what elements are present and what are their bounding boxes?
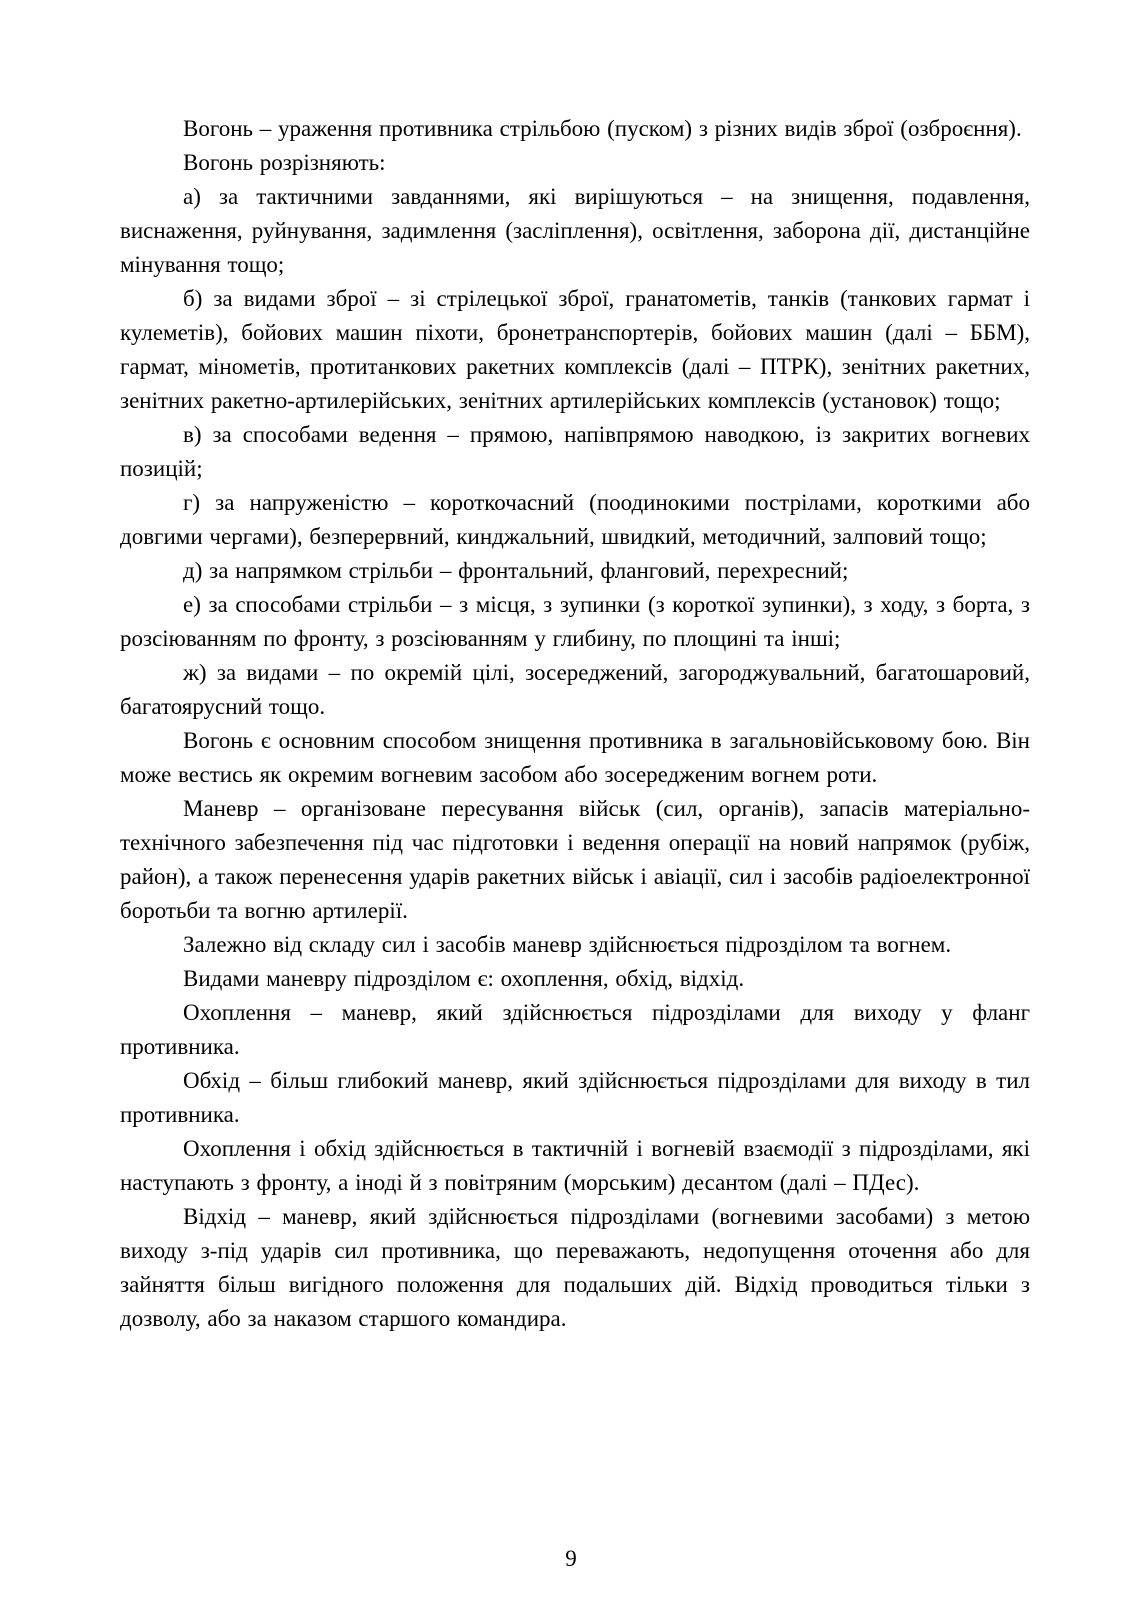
page-body-text <box>120 112 1030 1336</box>
paragraph: в) за способами ведення – прямою, напівпрямою наводкою, із закритих вогневих позицій; <box>120 422 1030 481</box>
paragraph: а) за тактичними завданнями, які вирішуються – на знищення, подавлення, виснаження, руйнування, задимлення (засліплення), освітлення, заборона дії, дистанційне мінування тощо; <box>120 184 1030 277</box>
paragraph: Вогонь є основним способом знищення противника в загальновійськовому бою. Він може вестись як окремим вогневим засобом або зосередженим вогнем роти. <box>120 728 1030 787</box>
paragraph: Залежно від складу сил і засобів маневр здійснюється підрозділом та вогнем. <box>183 932 952 957</box>
paragraph: б) за видами зброї – зі стрілецької зброї, гранатометів, танків (танкових гармат і кулеметів), бойових машин піхоти, бронетранспортерів, бойових машин (далі – ББМ), гармат, мінометів, протитанкових ракетних комплексів (далі – ПТРК), зенітних ракетних, зенітних ракетно-артилерійських, зенітних артилерійських комплексів (установок) тощо; <box>120 286 1030 413</box>
page-number: 9 <box>565 1546 577 1571</box>
paragraph: е) за способами стрільби – з місця, з зупинки (з короткої зупинки), з ходу, з борта, з розсіюванням по фронту, з розсіюванням у глибину, по площині та інші; <box>120 592 1030 651</box>
paragraph: Вогонь розрізняють: <box>183 150 386 175</box>
paragraph: Маневр – організоване пересування військ (сил, органів), запасів матеріально-технічного забезпечення під час підготовки і ведення операції на новий напрямок (рубіж, район), а також перенесення ударів ракетних військ і авіації, сил і засобів радіоелектронної боротьби та вогню артилерії. <box>120 796 1030 923</box>
paragraph: Обхід – більш глибокий маневр, який здійснюється підрозділами для виходу в тил противника. <box>120 1068 1030 1127</box>
paragraph: Охоплення – маневр, який здійснюється підрозділами для виходу у фланг противника. <box>120 1000 1030 1059</box>
paragraph: Відхід – маневр, який здійснюється підрозділами (вогневими засобами) з метою виходу з-під ударів сил противника, що переважають, недопущення оточення або для зайняття більш вигідного положення для подальших дій. Відхід проводиться тільки з дозволу, або за наказом старшого командира. <box>120 1204 1030 1331</box>
paragraph: Охоплення і обхід здійснюється в тактичній і вогневій взаємодії з підрозділами, які наступають з фронту, а іноді й з повітряним (морським) десантом (далі – ПДес). <box>120 1136 1030 1195</box>
paragraph: Видами маневру підрозділом є: охоплення, обхід, відхід. <box>183 966 745 991</box>
paragraph: г) за напруженістю – короткочасний (поодинокими пострілами, короткими або довгими чергами), безперервний, кинджальний, швидкий, методичний, залповий тощо; <box>120 490 1030 549</box>
paragraph: Вогонь – ураження противника стрільбою (пуском) з різних видів зброї (озброєння). <box>183 116 1022 141</box>
paragraph: ж) за видами – по окремій цілі, зосереджений, загороджувальний, багатошаровий, багатоярусний тощо. <box>120 660 1030 719</box>
paragraph: д) за напрямком стрільби – фронтальний, фланговий, перехресний; <box>183 558 849 583</box>
